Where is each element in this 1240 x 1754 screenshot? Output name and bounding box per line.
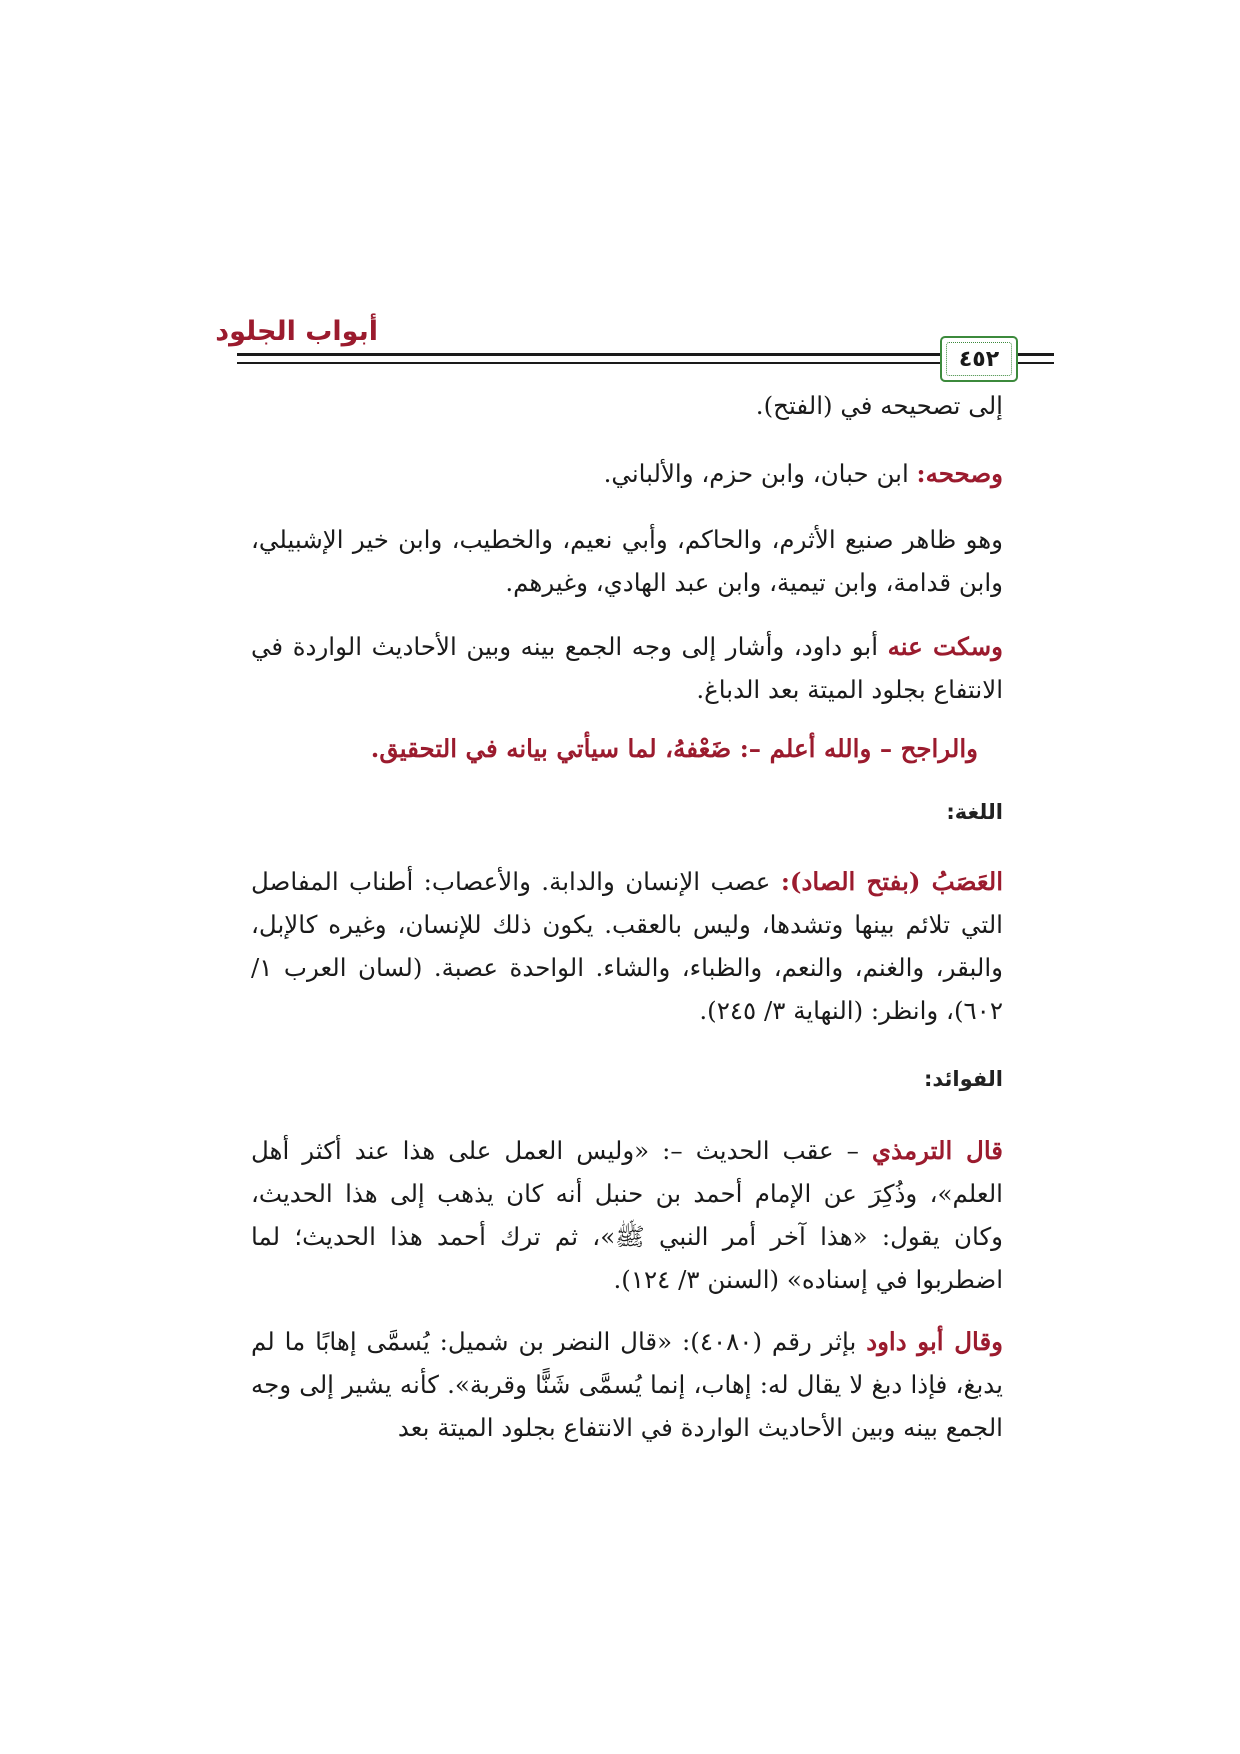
paragraph-asab-text: عصب الإنسان والدابة. والأعصاب: أطناب المفاصل التي تلائم بينها وتشدها، وليس بالعقب. يكون ذلك للإنسان، وغيره كالإبل، والبقر، والغنم، والنعم، والظباء، والشاء. الواحدة عصبة. (لسان العرب ١/ ٦٠٢)، وانظر: (النهاية ٣/ ٢٤٥). [251, 867, 1003, 1025]
paragraph-abu-dawud [251, 1320, 1003, 1449]
paragraph-tirmidhi [251, 1129, 1003, 1301]
paragraph-tashih-text: ابن حبان، وابن حزم، والألباني. [603, 459, 917, 488]
section-heading-benefits: الفوائد: [924, 1067, 1003, 1091]
paragraph-abu-dawud-text: بإثر رقم (٤٠٨٠): «قال النضر بن شميل: يُسمَّى إهابًا ما لم يدبغ، فإذا دبغ لا يقال له: إهاب، إنما يُسمَّى شَنًّا وقربة». كأنه يشير إلى وجه الجمع بينه وبين الأحاديث الواردة في الانتفاع بجلود الميتة بعد [251, 1327, 1003, 1442]
paragraph-sukut-text: أبو داود، وأشار إلى وجه الجمع بينه وبين الأحاديث الواردة في الانتفاع بجلود الميتة بعد الدباغ. [251, 632, 1003, 704]
label-abu-dawud: وقال أبو داود [866, 1327, 1004, 1356]
header-rule-left-bottom [1018, 362, 1054, 364]
header-rule-left-top [1018, 353, 1054, 356]
paragraph-tirmidhi-text: – عقب الحديث –: «وليس العمل على هذا عند أكثر أهل العلم»، وذُكِرَ عن الإمام أحمد بن حنبل أنه كان يذهب إلى هذا الحديث، وكان يقول: «هذا آخر أمر النبي ﷺ»، ثم ترك أحمد هذا الحديث؛ لما اضطربوا في إسناده» (السنن ٣/ ١٢٤). [251, 1136, 1003, 1294]
page-number: ٤٥٢ [958, 347, 1000, 372]
label-tashih: وصححه: [916, 459, 1003, 488]
chapter-title: أبواب الجلود [215, 316, 378, 347]
conclusion-line: والراجح – والله أعلم –: ضَعْفهُ، لما سيأتي بيانه في التحقيق. [370, 734, 978, 763]
paragraph-sukut [251, 625, 1003, 711]
paragraph-1-text: إلى تصحيحه في (الفتح). [755, 391, 1003, 420]
label-sukut: وسكت عنه [887, 632, 1003, 661]
label-tirmidhi: قال الترمذي [871, 1136, 1003, 1165]
header-rule-bottom [237, 362, 984, 364]
paragraph-tashih [251, 452, 1003, 495]
section-heading-language: اللغة: [946, 800, 1003, 824]
paragraph-asab [251, 860, 1003, 1032]
paragraph-3 [251, 518, 1003, 604]
paragraph-3-text: وهو ظاهر صنيع الأثرم، والحاكم، وأبي نعيم، والخطيب، وابن خير الإشبيلي، وابن قدامة، وابن تيمية، وابن عبد الهادي، وغيرهم. [251, 525, 1003, 597]
label-asab: العَصَبُ (بفتح الصاد): [780, 867, 1004, 896]
paragraph-1 [251, 384, 1003, 427]
page-number-badge [940, 336, 1018, 382]
header-rule-top [237, 353, 984, 356]
